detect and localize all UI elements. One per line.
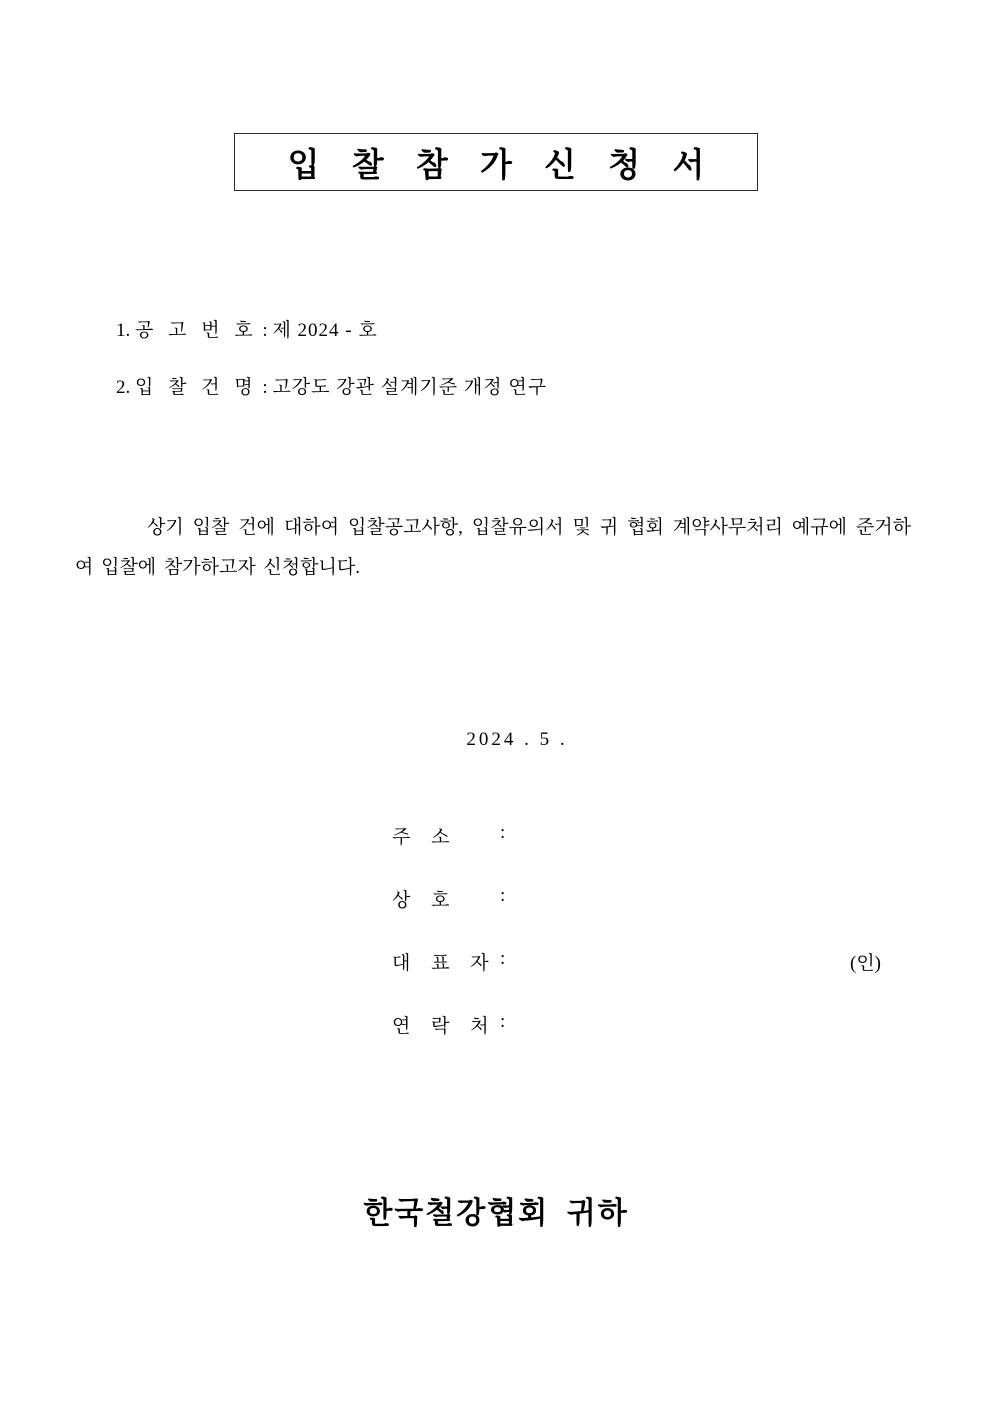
field-label: 연 락 처 bbox=[392, 1016, 497, 1037]
date-text: 2024 . 5 . bbox=[466, 729, 568, 750]
page-title: 입 찰 참 가 신 청 서 bbox=[287, 147, 717, 184]
item-label: 공 고 번 호 bbox=[135, 320, 258, 341]
item-colon: : bbox=[262, 320, 268, 341]
seal-marker: (인) bbox=[850, 953, 882, 974]
recipient-organization: 한국철강협회 귀하 bbox=[363, 1197, 629, 1230]
field-row-representative bbox=[392, 948, 881, 1011]
item-colon: : bbox=[262, 377, 268, 398]
list-item bbox=[116, 315, 378, 342]
date-line bbox=[0, 729, 992, 751]
applicant-fields bbox=[392, 822, 881, 1074]
item-value: 고강도 강관 설계기준 개정 연구 bbox=[272, 377, 548, 398]
field-label: 대 표 자 bbox=[392, 953, 497, 974]
item-value: 제 2024 - 호 bbox=[272, 320, 378, 341]
field-row-contact bbox=[392, 1011, 881, 1074]
field-label: 상 호 bbox=[392, 890, 458, 911]
field-row-company-name bbox=[392, 885, 881, 948]
list-item bbox=[116, 372, 547, 399]
field-label: 주 소 bbox=[392, 827, 458, 848]
field-colon: : bbox=[500, 885, 506, 906]
item-number: 1. bbox=[116, 320, 131, 341]
item-label: 입 찰 건 명 bbox=[135, 377, 258, 398]
document-title-box bbox=[234, 133, 758, 191]
document-footer bbox=[0, 1188, 992, 1232]
body-paragraph: 상기 입찰 건에 대하여 입찰공고사항, 입찰유의서 및 귀 협회 계약사무처리 예규에 준거하여 입찰에 참가하고자 신청합니다. bbox=[75, 517, 911, 578]
item-number: 2. bbox=[116, 377, 131, 398]
field-colon: : bbox=[500, 822, 506, 843]
field-colon: : bbox=[500, 948, 506, 969]
field-row-address bbox=[392, 822, 881, 885]
field-colon: : bbox=[500, 1011, 506, 1032]
